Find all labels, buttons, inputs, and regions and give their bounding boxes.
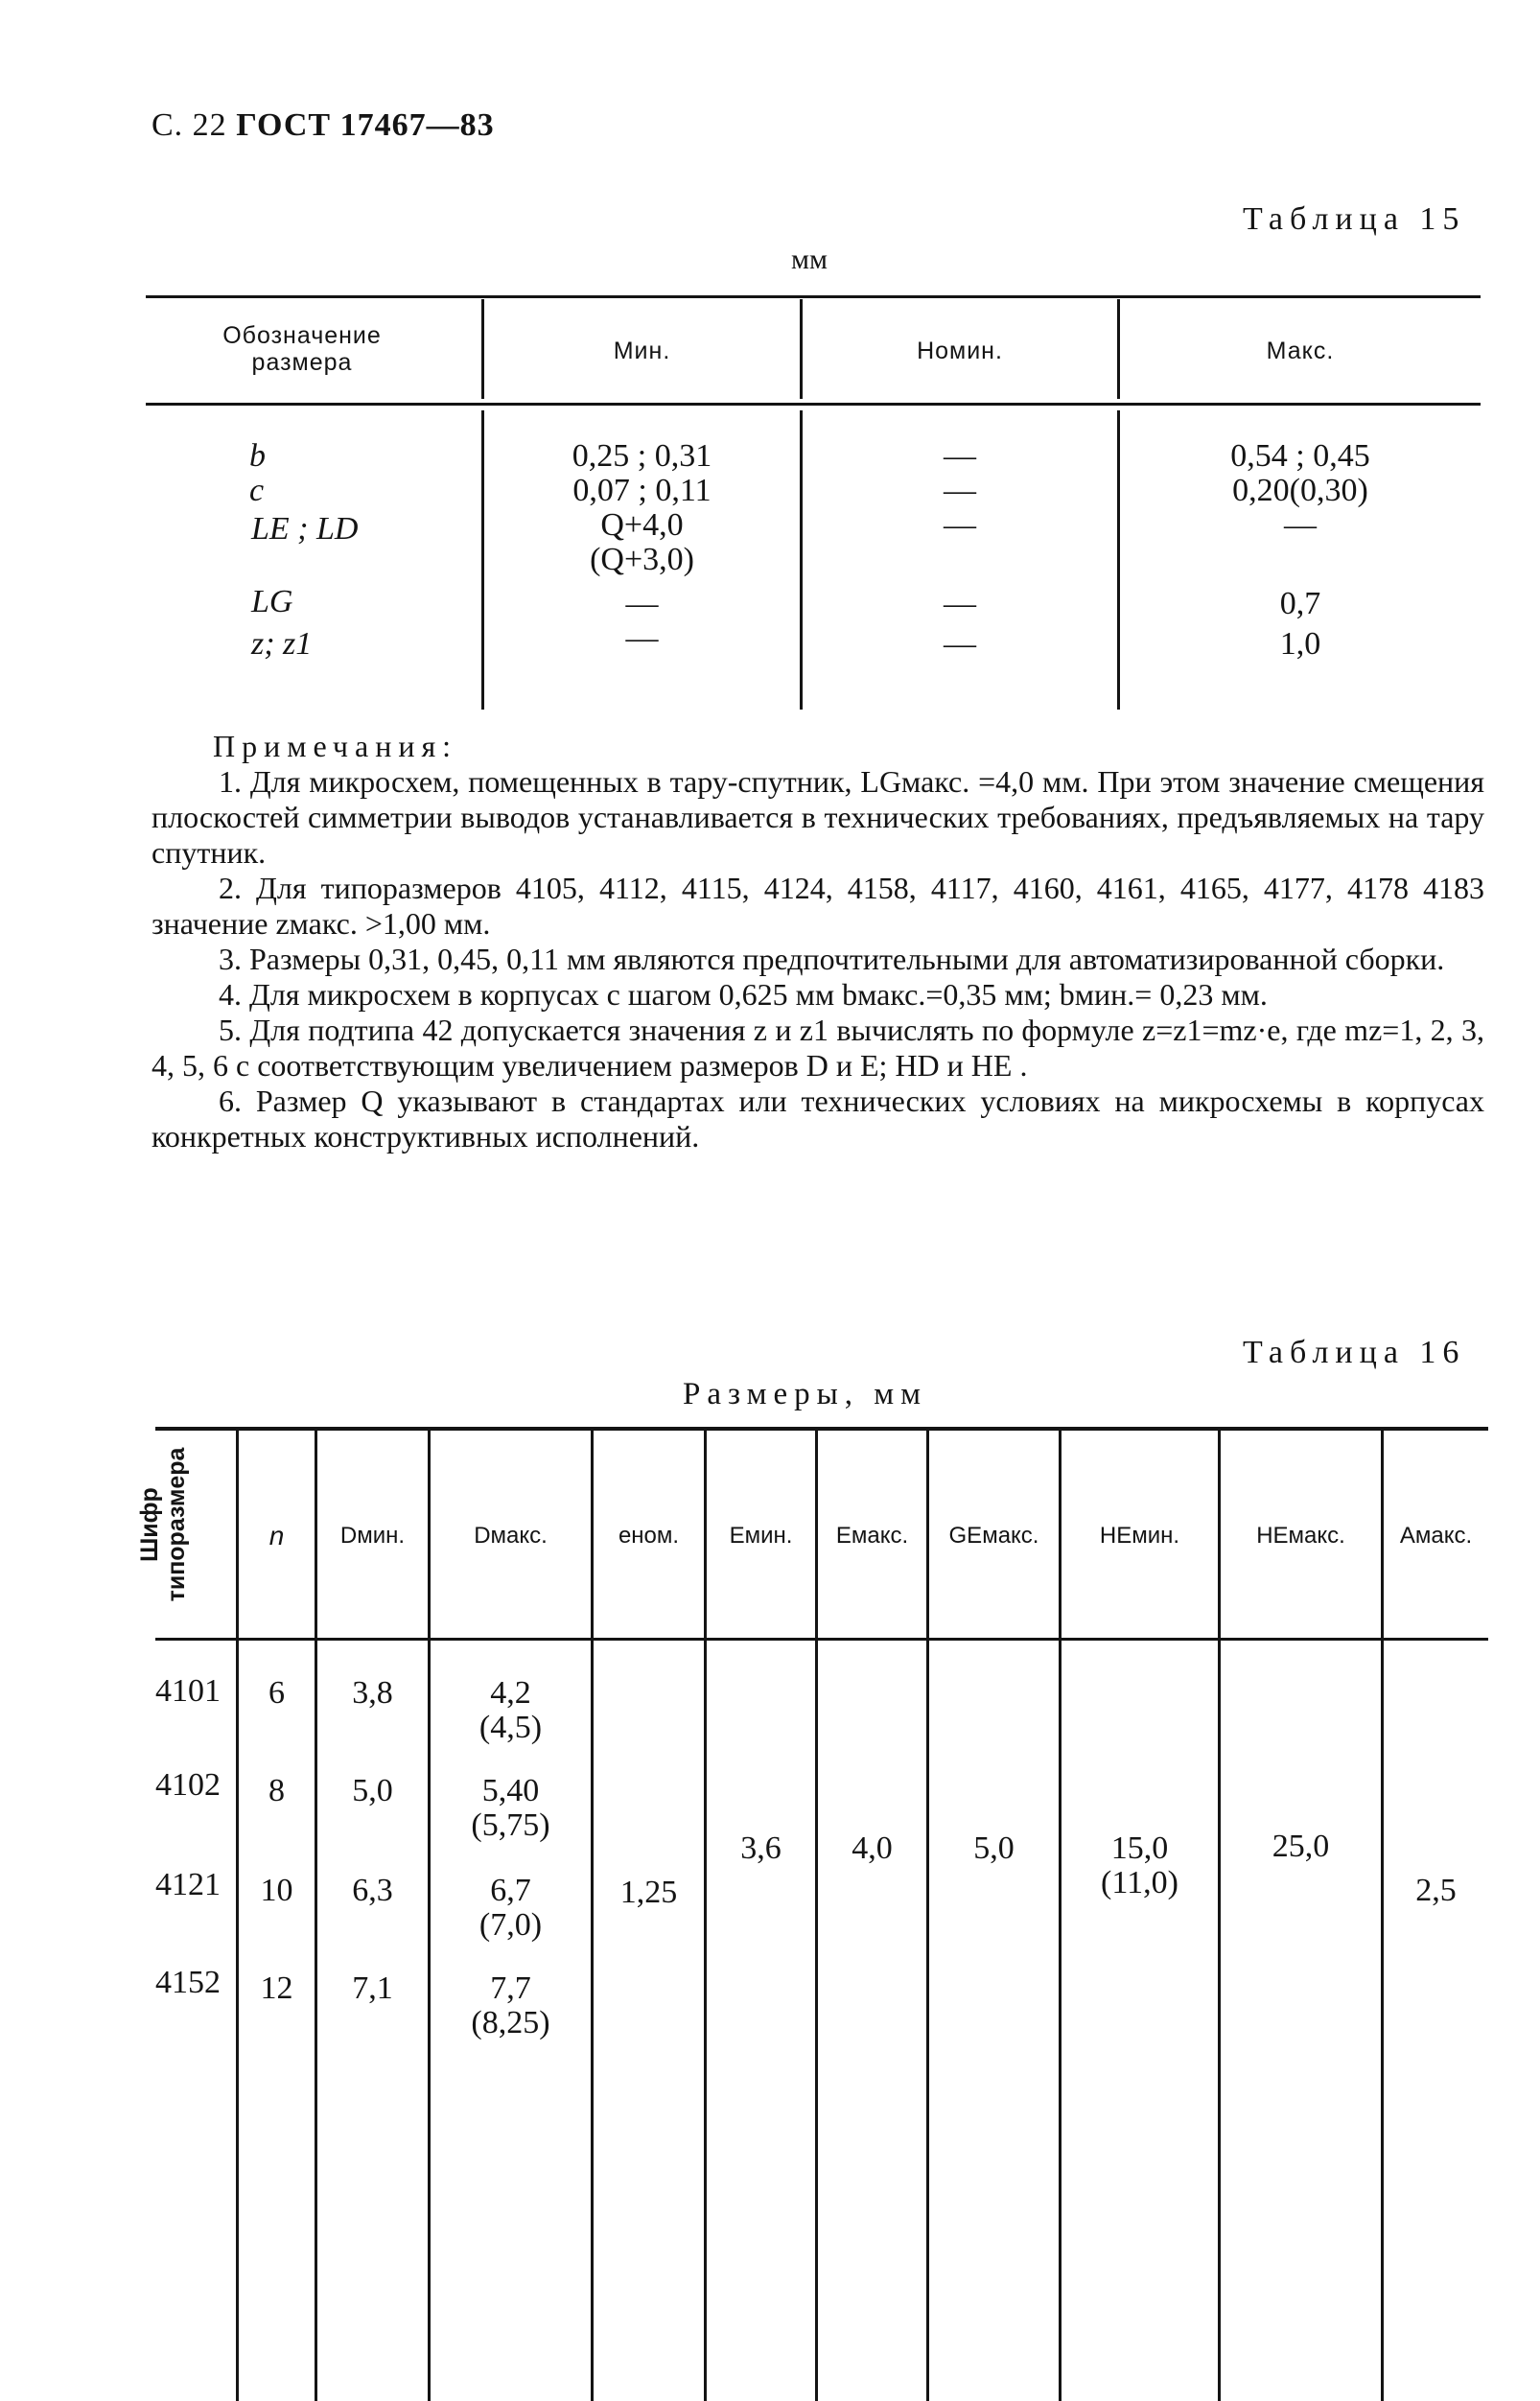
- table16-cell-n: 8: [268, 1773, 285, 1808]
- table16-row-code: 4102: [155, 1767, 221, 1803]
- page-number: С. 22: [152, 107, 227, 143]
- table16-divider: [815, 1431, 818, 2401]
- table16-header-dmin: Dмин.: [339, 1523, 406, 1549]
- table16-divider: [1218, 1431, 1221, 2401]
- table15-cell-max: —: [1284, 507, 1317, 543]
- table16-cell-dmax-alt: (4,5): [478, 1710, 543, 1745]
- table16-header-amax: Амакс.: [1399, 1523, 1473, 1549]
- table16-header-enom: eном.: [618, 1523, 680, 1549]
- table15-cell-min: 0,07 ; 0,11: [572, 473, 712, 508]
- table16-cell-dmin: 7,1: [352, 1970, 393, 2006]
- table16-cell-dmax-alt: (7,0): [478, 1907, 543, 1943]
- table16-row-code: 4121: [155, 1867, 221, 1902]
- table15-header-name: Обозначение размера: [222, 322, 382, 376]
- table16-cell-dmax-alt: (5,75): [471, 1807, 550, 1843]
- table16-header-dmax: Dмакс.: [474, 1523, 548, 1549]
- table16-divider: [236, 1431, 239, 2401]
- table15-top-rule: [146, 295, 1481, 298]
- table16-cell-dmax: 7,7: [490, 1970, 531, 2006]
- table15-cell-nom: —: [944, 626, 976, 662]
- table16-cell-emax: 4,0: [852, 1830, 893, 1866]
- table16-title: Размеры, мм: [683, 1377, 928, 1411]
- table16-header-emax: Eмакс.: [835, 1523, 909, 1549]
- table15-cell-min: Q+4,0: [600, 507, 684, 543]
- note-item: 2. Для типоразмеров 4105, 4112, 4115, 4124, 4158, 4117, 4160, 4161, 4165, 4177, 4178 4183 значение zмакс. >1,00 мм.: [152, 871, 1484, 941]
- note-item: 4. Для микросхем в корпусах с шагом 0,625 мм bмакс.=0,35 мм; bмин.= 0,23 мм.: [219, 977, 1268, 1012]
- table16-cell-n: 6: [268, 1675, 285, 1711]
- table16-cell-dmin: 5,0: [352, 1773, 393, 1808]
- table15-cell-min-alt: (Q+3,0): [590, 542, 694, 577]
- table16-row-code: 4152: [155, 1965, 221, 2000]
- table16-divider: [315, 1431, 317, 2401]
- table16-header-n: n: [268, 1521, 285, 1550]
- table16-cell-emin: 3,6: [740, 1830, 782, 1866]
- page-header: [152, 107, 495, 144]
- table15-cell-nom: —: [944, 586, 976, 621]
- table16-header-gemax: GEмакс.: [948, 1523, 1039, 1549]
- standard-number: ГОСТ 17467—83: [236, 107, 495, 143]
- table15-cell-max: 1,0: [1279, 626, 1321, 662]
- table15-row-label: LG: [251, 584, 293, 619]
- table15-units: мм: [791, 244, 828, 275]
- table16-divider: [1381, 1431, 1384, 2401]
- table16-top-rule: [155, 1427, 1488, 1431]
- table16-divider: [1059, 1431, 1062, 2401]
- table16-cell-hemin: 15,0: [1110, 1830, 1169, 1866]
- table16-cell-dmax: 5,40: [481, 1773, 540, 1808]
- table15-cell-max: 0,54 ; 0,45: [1230, 438, 1370, 474]
- table16-cell-dmax: 4,2: [490, 1675, 531, 1711]
- table15-cell-min: —: [625, 620, 659, 656]
- table16-cell-gemax: 5,0: [973, 1830, 1015, 1866]
- table15-cell-max: 0,7: [1279, 586, 1321, 621]
- table15-header-nom: Номин.: [917, 338, 1003, 364]
- table16-divider: [591, 1431, 594, 2401]
- table15-row-label: LE ; LD: [251, 511, 359, 547]
- table15-caption: Таблица 15: [1243, 201, 1466, 237]
- table16-header-emin: Eмин.: [729, 1523, 793, 1549]
- table15-cell-nom: —: [944, 473, 976, 508]
- table15-header-rule: [146, 403, 1481, 406]
- table15-row-label: c: [249, 473, 265, 508]
- table15-header-min: Мин.: [613, 338, 671, 364]
- table16-cell-hemin-alt: (11,0): [1101, 1865, 1178, 1900]
- note-item: 3. Размеры 0,31, 0,45, 0,11 мм являются предпочтительными для автоматизированной сборки.: [219, 942, 1445, 976]
- table15-row-label: z; z1: [251, 626, 313, 662]
- table15-cell-nom: —: [944, 507, 976, 543]
- table15-cell-min: 0,25 ; 0,31: [572, 438, 712, 474]
- table16-cell-dmax-alt: (8,25): [471, 2005, 550, 2040]
- table16-cell-hemax: 25,0: [1272, 1829, 1330, 1864]
- table16-caption: Таблица 16: [1243, 1335, 1466, 1370]
- table16-divider: [704, 1431, 707, 2401]
- table15-cell-max: 0,20(0,30): [1232, 473, 1368, 508]
- table16-cell-n: 12: [260, 1970, 293, 2006]
- table16-header-code: Шифр типоразмера: [136, 1447, 190, 1602]
- table16-divider: [926, 1431, 929, 2401]
- notes-block: [152, 729, 1484, 1154]
- table15-header-max: Макс.: [1266, 338, 1335, 364]
- table16-cell-dmin: 6,3: [352, 1873, 393, 1908]
- table16-cell-enom: 1,25: [619, 1875, 678, 1910]
- table16-cell-n: 10: [260, 1873, 293, 1908]
- table16-header-hemin: HEмин.: [1099, 1523, 1180, 1549]
- note-item: 1. Для микросхем, помещенных в тару-спутник, LGмакс. =4,0 мм. При этом значение смещения плоскостей симметрии выводов устанавливается в технических требованиях, предъявляемых на тару спутник.: [152, 764, 1484, 870]
- table15-cell-min: —: [625, 586, 659, 621]
- table16-header-hemax: HEмакс.: [1256, 1523, 1345, 1549]
- table16-row-code: 4101: [155, 1673, 221, 1709]
- table16-cell-dmin: 3,8: [352, 1675, 393, 1711]
- note-item: 5. Для подтипа 42 допускается значения z и z1 вычислять по формуле z=z1=mz·e, где mz=1, 2, 3, 4, 5, 6 с соответствующим увеличением размеров D и E; HD и HE .: [152, 1013, 1484, 1083]
- table16-cell-amax: 2,5: [1415, 1873, 1457, 1908]
- table16-header-rule: [155, 1638, 1488, 1641]
- table16-cell-dmax: 6,7: [490, 1873, 531, 1908]
- table15-row-label: b: [249, 438, 266, 474]
- table15-cell-nom: —: [944, 438, 976, 474]
- notes-title: Примечания:: [213, 729, 458, 763]
- note-item: 6. Размер Q указывают в стандартах или технических условиях на микросхемы в корпусах конкретных конструктивных исполнений.: [152, 1084, 1484, 1154]
